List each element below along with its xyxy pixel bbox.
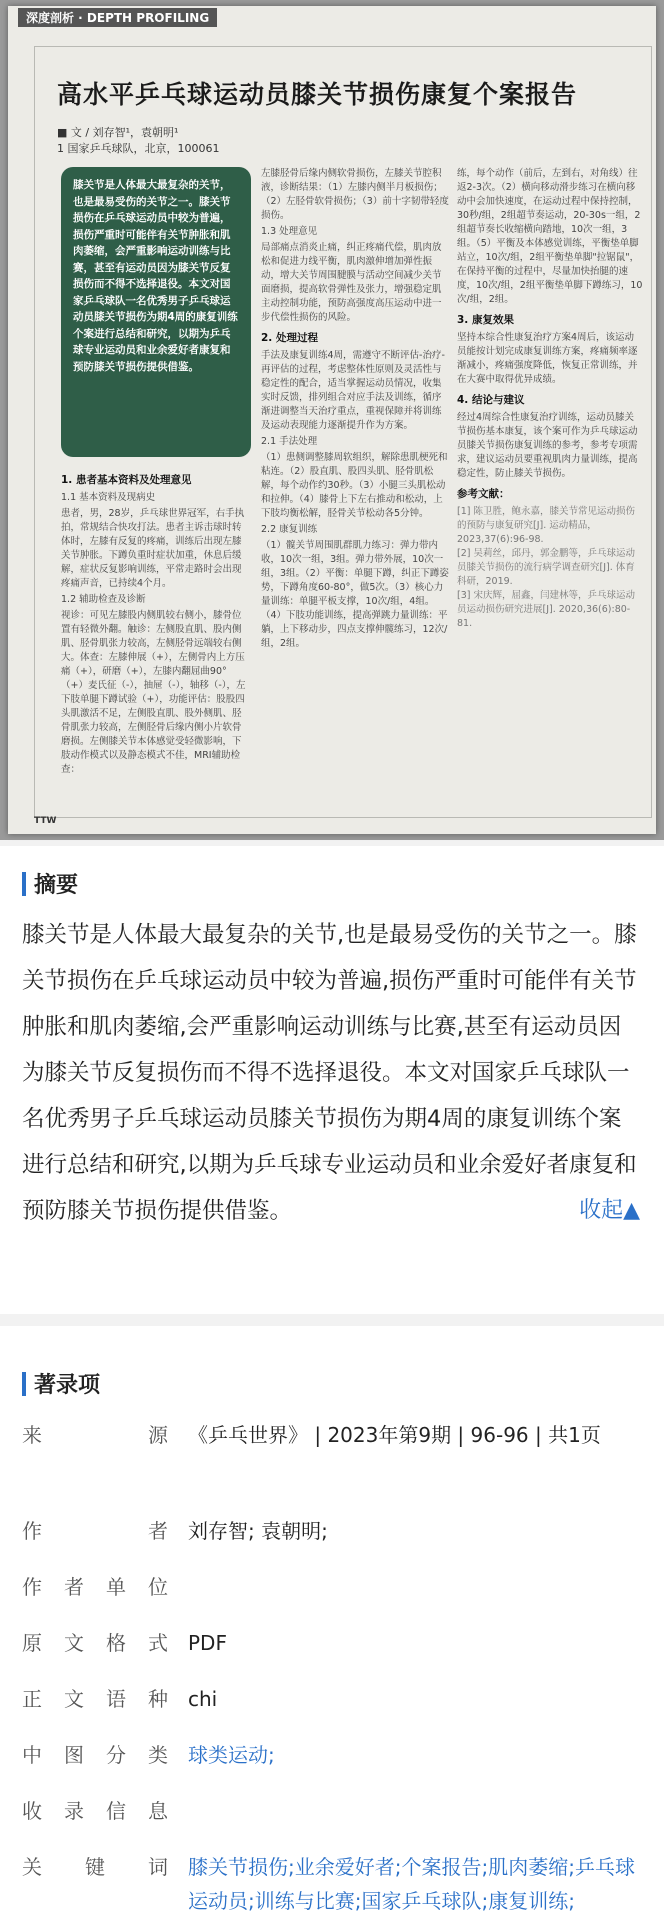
paragraph: 练，每个动作（前后，左到右，对角线）往返2-3次。（2）横向移动滑步练习在横向移动中会加快速度，在运动过程中保持控制，30秒/组，2组超节奏运动，20-30s一组，2组超节奏长收缩横向踏地，10次一组，3组。（5）平衡及本体感觉训练，平衡垫单脚站立，10次/组，2组平衡垫单脚"拉锯鼠"，在保持平衡的过程中，尽量加快抬腿的速度，10次/组，2组平衡垫单脚下蹲练习，10次/组，2组。 [457,168,643,305]
paragraph: 视诊：可见左膝股内侧肌较右侧小，膝骨位置有轻微外翻。触诊：左侧股直肌、股内侧肌、胫骨肌张力较高，左侧胫骨远端较右侧大。体查：左膝伸展（+），左侧骨内上方压痛（+），研磨（+），左膝内翻屈曲90°（+）麦氏征（-），抽屉（-），轴移（-），左下肢单腿下蹲试验（+），功能评估：股股四头肌激活不足，左侧股直肌、股外侧肌、胫骨肌张力较高，左侧胫骨后缘内侧小片软骨磨损。左侧膝关节本体感觉受轻微影响，下肢动作模式以及静态模式不佳，MRI辅助检查： [61,610,246,775]
magazine-logo: TTW [34,816,57,826]
meta-value [188,1570,642,1604]
section-heading: 4. 结论与建议 [457,394,525,406]
abstract-text: 膝关节是人体最大最复杂的关节,也是最易受伤的关节之一。膝关节损伤在乒乓球运动员中较为普遍,损伤严重时可能伴有关节肿胀和肌肉萎缩,会严重影响运动训练与比赛,甚至有运动员因为膝关节反复损伤而不得不选择退役。本文对国家乒乓球队一名优秀男子乒乓球运动员膝关节损伤为期4周的康复训练个案进行总结和研究,以期为乒乓球专业运动员和业余爱好者康复和预防膝关节损伤提供借鉴。 [22,922,637,1224]
meta-row-indexing [22,1794,642,1828]
meta-row-format [22,1626,642,1660]
meta-label: 关 键 词 [22,1855,172,1879]
paragraph: 左膝胫骨后缘内侧软骨损伤，左膝关节腔积液，诊断结果：（1）左膝内侧半月板损伤；（2）左胫骨软骨损伤；（3）前十字韧带轻度损伤。 [261,168,449,221]
author-line: ■ 文 / 刘存智¹，袁朝明¹ [57,126,179,139]
meta-label: 来 源 [22,1423,172,1447]
meta-label: 中图分类 [22,1743,172,1767]
metadata-heading-text: 著录项 [34,1373,101,1398]
paragraph: 坚持本综合性康复治疗方案4周后，该运动员能按计划完成康复训练方案，疼痛频率逐渐减小，疼痛强度降低，恢复正常训练，并在大赛中取得优异成绩。 [457,332,638,385]
meta-label: 正文语种 [22,1687,172,1711]
references-heading: 参考文献： [457,488,510,500]
subheading: 1.2 辅助检查及诊断 [61,594,146,605]
abstract-heading-text: 摘要 [34,873,79,898]
meta-value: 刘存智; 袁朝明; [188,1519,328,1543]
heading-accent-bar [22,1372,26,1396]
meta-row-affiliation [22,1570,642,1604]
collapse-button[interactable]: 收起▲ [579,1198,640,1223]
paragraph: （1）患侧调整膝周软组织，解除患肌梗死和粘连。（2）股直肌、股四头肌、胫骨肌松解，每个动作约30秒。（3）小腿三头肌松动和拉伸。（4）膝骨上下左右推动和松动，上下肢均衡松解，胫骨关节松动各5分钟。 [261,452,448,519]
meta-row-classification [22,1738,642,1772]
section-heading: 2. 处理过程 [261,332,318,344]
meta-value: chi [188,1687,218,1711]
subheading: 1.1 基本资料及现病史 [61,492,156,503]
affiliation-line: 1 国家乒乓球队，北京，100061 [57,142,220,155]
paragraph: 经过4周综合性康复治疗训练，运动员膝关节损伤基本康复，该个案可作为乒乓球运动员膝关节损伤康复训练的参考，参考专项需求，建议运动员要重视肌肉力量训练，提高稳定性，防止膝关节损伤。 [457,412,638,479]
section-heading: 1. 患者基本资料及处理意见 [61,474,192,486]
paragraph: 局部痛点消炎止痛，纠正疼痛代偿，肌肉放松和促进力线平衡，肌肉激伸增加弹性振动，增大关节周围腱膜与活动空间减少关节面磨损，提高软骨弹性及张力，增强稳定肌主动控制功能，预防高强度高压运动中进一步代偿性损伤的风险。 [261,242,442,323]
section-heading: 3. 康复效果 [457,314,514,326]
summary-box: 膝关节是人体最大最复杂的关节，也是最易受伤的关节之一。膝关节损伤在乒乓球运动员中较为普遍，损伤严重时可能伴有关节肿胀和肌肉萎缩，会严重影响运动训练与比赛，甚至有运动员因为膝关节反复损伤而不得不选择退役。本文对国家乒乓球队一名优秀男子乒乓球运动员膝关节损伤为期4周的康复训练个案进行总结和研究，以期为乒乓球专业运动员和业余爱好者康复和预防膝关节损伤提供借鉴。 [61,167,251,457]
paragraph: 手法及康复训练4周，需遵守不断评估-治疗-再评估的过程，考虑整体性原则及灵活性与稳定性的配合，适当掌握运动员情况，收集实时反馈，排列组合对应手法及训练，循序渐进调整当天治疗重点，重视保障并将训练及运动表现能力逐渐提升作为方案。 [261,350,445,431]
meta-value: 《乒乓世界》 | 2023年第9期 | 96-96 | 共1页 [188,1423,601,1447]
meta-label: 原文格式 [22,1631,172,1655]
subheading: 2.2 康复训练 [261,524,318,535]
article-authors [57,125,220,157]
article-title: 高水平乒乓球运动员膝关节损伤康复个案报告 [57,80,578,109]
meta-value: PDF [188,1631,227,1655]
page-frame [34,46,652,818]
column-3 [457,167,643,633]
meta-row-source [22,1418,642,1452]
column-1 [61,467,247,779]
metadata-heading [22,1368,100,1399]
magazine-page [8,6,656,834]
subheading: 1.3 处理意见 [261,226,318,237]
keywords-links[interactable]: 膝关节损伤;业余爱好者;个案报告;肌肉萎缩;乒乓球运动员;训练与比赛;国家乒乓球队;康复训练; [188,1855,635,1913]
references-list: [1] 陈卫胜，鲍永嘉，膝关节常见运动损伤的预防与康复研究[J]. 运动精品，2023,37(6):96-98. [2] 吴莉丝，邱丹，郭金鹏等，乒乓球运动员膝关节损伤的流行病学调查研究[J]. 体育科研，2019. [3] 宋庆辉，屈鑫，闫建林等，乒乓球运动员运动损伤研究进展[J]. 2020,36(6):80-81. [457,506,635,629]
article-page-image [0,0,664,840]
meta-row-authors [22,1514,642,1548]
paragraph: （1）髋关节周围肌群肌力练习：弹力带内收，10次一组，3组。弹力带外展，10次一组，3组。（2）平衡：单腿下蹲，纠正下蹲姿势，下蹲角度60-80°，做5次。（3）核心力量训练：单腿平板支撑，10次/组，4组。（4）下肢功能训练，提高弹跳力量训练：平躺，上下移动步，四点支撑伸髋练习，12次/组，2组。 [261,540,449,649]
meta-label: 作 者 [22,1519,172,1543]
classification-link[interactable]: 球类运动; [188,1743,275,1767]
section-tag: 深度剖析 · DEPTH PROFILING [18,8,217,27]
paragraph: 患者，男，28岁，乒乓球世界冠军，右手执拍，常规结合快攻打法。患者主诉击球时转体时，左膝有反复的疼痛，训练后出现左膝关节肿胀。下蹲负重时症状加重，休息后缓解，症状反复影响训练，平常走路时会出现疼痛声音，已持续4个月。 [61,508,245,589]
meta-label: 收录信息 [22,1799,172,1823]
meta-row-keywords [22,1850,642,1918]
meta-label: 作者单位 [22,1575,172,1599]
abstract-heading [22,868,78,899]
meta-row-language [22,1682,642,1716]
metadata-card [0,1326,664,1920]
heading-accent-bar [22,872,26,896]
meta-value [188,1794,642,1828]
abstract-card [0,846,664,1314]
abstract-body [22,912,640,1234]
subheading: 2.1 手法处理 [261,436,318,447]
column-2 [261,167,449,653]
